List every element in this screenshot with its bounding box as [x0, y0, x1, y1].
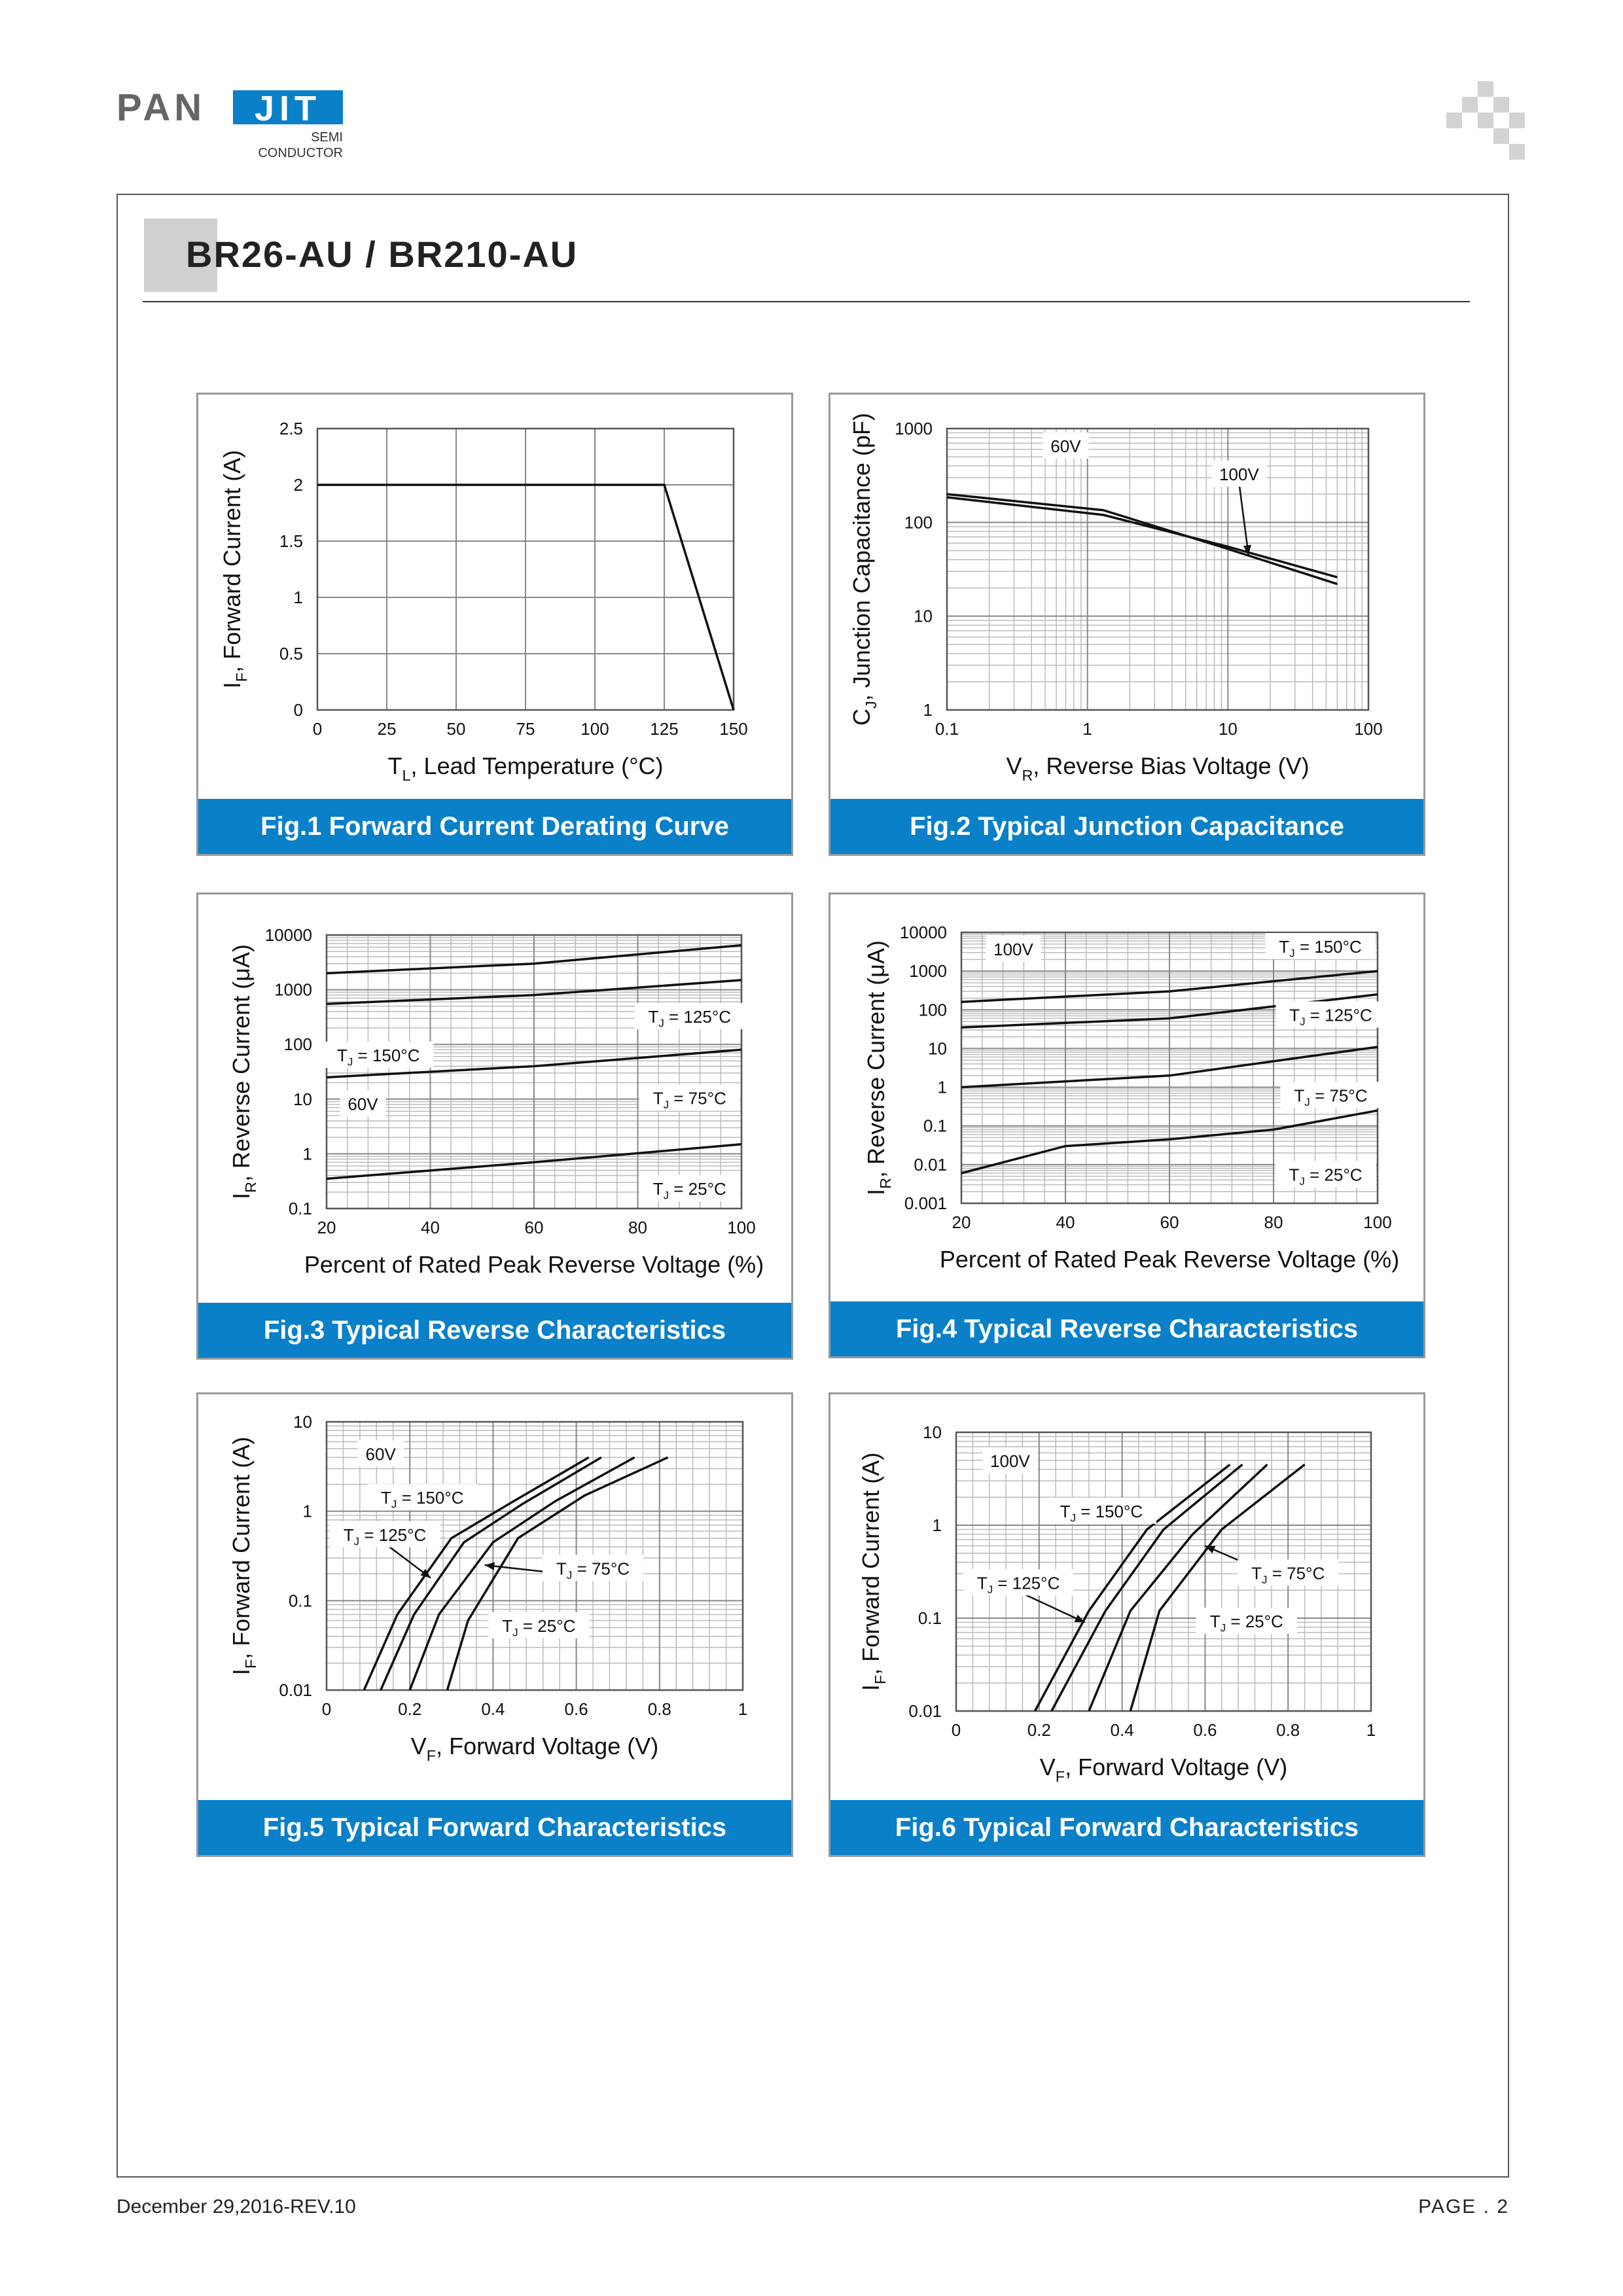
- fig3-series-label-rest: = 125°C: [664, 1006, 732, 1027]
- fig6-panel: [829, 1392, 1425, 1857]
- fig1-panel: [196, 393, 793, 856]
- footer-date: December 29,2016-REV.10: [116, 2196, 356, 2217]
- fig5-series-label-t: T: [556, 1559, 567, 1579]
- fig1-x-tick-label: 25: [377, 719, 397, 739]
- fig5-series-label: 60V: [365, 1444, 396, 1464]
- fig6-series-label-t: T: [1251, 1563, 1262, 1583]
- fig6-series-label-t: T: [1060, 1501, 1071, 1521]
- fig6-y-tick-label: 0.1: [918, 1608, 942, 1628]
- fig1-x-axis-label-rest: , Lead Temperature (°C): [410, 752, 664, 779]
- fig1-y-axis-label: [219, 450, 250, 688]
- fig1-x-axis-label: [388, 752, 664, 784]
- fig3-x-axis-label: [304, 1251, 764, 1278]
- fig5-x-tick-label: 1: [738, 1699, 748, 1719]
- fig1-y-axis-label-sub: F: [233, 672, 251, 682]
- fig6-x-tick-label: 0.2: [1027, 1720, 1051, 1740]
- fig2-x-axis-label-sub: R: [1022, 767, 1033, 785]
- fig4-caption: Fig.4 Typical Reverse Characteristics: [830, 1301, 1423, 1356]
- fig1-y-axis-label-rest: , Forward Current (A): [219, 450, 245, 673]
- fig3-x-tick-label: 80: [628, 1218, 647, 1237]
- fig4-series-label-sub: J: [1299, 1174, 1305, 1188]
- fig4-x-tick-label: 100: [1363, 1212, 1392, 1232]
- fig5-caption: Fig.5 Typical Forward Characteristics: [198, 1800, 791, 1855]
- fig6-series-label-rest: = 25°C: [1226, 1612, 1283, 1632]
- fig4-y-tick-label: 100: [918, 1000, 947, 1020]
- fig6-series-label-rest: = 150°C: [1075, 1501, 1143, 1521]
- fig3-y-axis-label-base: I: [228, 1192, 255, 1199]
- fig6-y-axis-label-base: I: [857, 1684, 884, 1691]
- fig4-series-label-sub: J: [1304, 1095, 1310, 1108]
- fig4-x-tick-label: 20: [952, 1212, 971, 1232]
- fig4-series-label-t: T: [1279, 936, 1290, 957]
- fig2-x-axis-label-base: V: [1006, 752, 1022, 779]
- fig5-y-tick-label: 10: [293, 1412, 312, 1432]
- footer-page: PAGE . 2: [1418, 2196, 1509, 2217]
- fig6-x-tick-label: 0.6: [1193, 1720, 1217, 1740]
- fig1-x-tick-label: 125: [650, 719, 679, 739]
- fig3-series-label-rest: = 25°C: [669, 1178, 726, 1199]
- fig1-y-tick-label: 0.5: [279, 644, 303, 663]
- fig2-series-0-line: [947, 494, 1337, 584]
- fig1-x-tick-label: 0: [312, 719, 323, 739]
- fig4-series-label-t: T: [1289, 1165, 1300, 1185]
- fig3-series-label-sub: J: [663, 1189, 669, 1202]
- fig4-series-label-sub: J: [1289, 947, 1295, 960]
- fig6-series-3-line: [1130, 1464, 1304, 1711]
- fig1-caption: Fig.1 Forward Current Derating Curve: [198, 799, 791, 854]
- fig4-y-axis-label: [863, 940, 894, 1195]
- fig3-x-tick-label: 20: [317, 1218, 336, 1237]
- fig5-series-label-sub: J: [353, 1535, 360, 1548]
- fig4-x-axis-label-base: Percent of Rated Peak Reverse Voltage (%): [939, 1246, 1400, 1273]
- fig2-x-tick-label: 10: [1218, 719, 1238, 739]
- checker-square: [1493, 97, 1509, 113]
- fig4-y-tick-label: 10000: [899, 923, 947, 942]
- fig4-y-axis-label-rest: , Reverse Current (μA): [863, 940, 889, 1178]
- fig6-y-axis-label: [857, 1453, 889, 1691]
- fig5-x-tick-label: 0: [321, 1699, 332, 1719]
- fig3-y-axis-label-sub: R: [242, 1181, 260, 1193]
- fig5-y-tick-label: 0.1: [288, 1591, 312, 1611]
- fig5-series-label-rest: = 125°C: [359, 1525, 427, 1545]
- logo-semi-text: SEMI: [311, 130, 343, 145]
- fig5-y-axis-label: [228, 1437, 259, 1675]
- fig5-x-axis-label-rest: , Forward Voltage (V): [436, 1733, 659, 1759]
- fig3-series-label-t: T: [652, 1088, 664, 1108]
- fig3-series-label-rest: = 150°C: [353, 1045, 420, 1065]
- fig1-x-tick-label: 100: [580, 719, 609, 739]
- fig6-x-tick-label: 0.8: [1276, 1720, 1300, 1740]
- fig1-y-tick-label: 0: [293, 700, 303, 720]
- fig6-x-axis-label-base: V: [1039, 1754, 1056, 1780]
- fig3-y-tick-label: 100: [283, 1034, 312, 1055]
- fig3-y-tick-label: 0.1: [288, 1199, 312, 1218]
- fig6-y-axis-label-rest: , Forward Current (A): [857, 1452, 884, 1675]
- fig6-x-axis-label-rest: , Forward Voltage (V): [1065, 1754, 1288, 1780]
- fig2-y-tick-label: 1000: [895, 419, 933, 438]
- checker-square: [1509, 113, 1525, 128]
- fig3-caption: Fig.3 Typical Reverse Characteristics: [198, 1303, 791, 1358]
- fig6-series-label-sub: J: [1220, 1621, 1226, 1634]
- fig2-panel: [829, 393, 1425, 856]
- fig6-series-label-sub: J: [1262, 1574, 1268, 1587]
- fig3-series-label-t: T: [652, 1178, 664, 1199]
- fig2-x-tick-label: 1: [1082, 719, 1092, 739]
- fig3-y-tick-label: 1000: [274, 980, 312, 1000]
- checker-square: [1462, 97, 1478, 113]
- fig6-series-label: 100V: [990, 1451, 1030, 1472]
- logo-jit-text: JIT: [254, 89, 322, 128]
- fig6-y-tick-label: 0.01: [908, 1701, 942, 1721]
- fig3-series-label-sub: J: [658, 1017, 664, 1030]
- fig2-y-axis-label-base: C: [848, 708, 875, 726]
- fig2-y-tick-label: 10: [914, 606, 933, 626]
- fig2-y-tick-label: 1: [923, 700, 933, 720]
- fig3-x-tick-label: 100: [727, 1218, 756, 1237]
- fig6-y-axis-label-sub: F: [872, 1674, 889, 1685]
- fig3-y-axis-label: [228, 944, 259, 1199]
- fig5-y-axis-label-base: I: [228, 1669, 255, 1676]
- fig5-series-label-t: T: [502, 1616, 513, 1636]
- checker-square: [1509, 144, 1525, 160]
- fig4-y-tick-label: 0.1: [923, 1116, 947, 1136]
- checker-square: [1478, 113, 1493, 128]
- checker-square: [1446, 113, 1462, 128]
- fig6-chart: [830, 1394, 1423, 1800]
- fig5-series-label-rest: = 75°C: [572, 1559, 630, 1579]
- fig1-y-axis-label-base: I: [219, 682, 245, 689]
- fig1-y-tick-label: 2.5: [279, 419, 303, 438]
- fig4-series-label: 100V: [993, 939, 1033, 959]
- fig6-series-label-t: T: [1209, 1612, 1221, 1632]
- fig3-x-axis-label-base: Percent of Rated Peak Reverse Voltage (%): [304, 1251, 764, 1278]
- fig4-x-tick-label: 40: [1056, 1212, 1075, 1232]
- fig2-y-axis-label-sub: J: [863, 701, 880, 709]
- fig2-x-tick-label: 0.1: [935, 719, 959, 739]
- fig6-x-tick-label: 1: [1366, 1720, 1376, 1740]
- fig1-chart: [198, 395, 791, 799]
- fig3-y-tick-label: 1: [302, 1144, 312, 1164]
- fig3-series-label-t: T: [648, 1006, 659, 1027]
- fig3-grid: [327, 935, 741, 1209]
- fig3-series-label: 60V: [348, 1094, 378, 1114]
- fig5-series-label-rest: = 25°C: [518, 1616, 576, 1636]
- fig6-caption: Fig.6 Typical Forward Characteristics: [830, 1800, 1423, 1855]
- fig1-y-tick-label: 1.5: [279, 531, 303, 551]
- fig1-x-tick-label: 150: [719, 719, 748, 739]
- logo-conductor-text: CONDUCTOR: [258, 146, 343, 160]
- fig3-y-tick-label: 10000: [264, 925, 312, 945]
- fig2-x-tick-label: 100: [1354, 719, 1383, 739]
- fig4-x-tick-label: 80: [1264, 1212, 1283, 1232]
- fig2-caption: Fig.2 Typical Junction Capacitance: [830, 799, 1423, 854]
- fig4-series-label-rest: = 25°C: [1304, 1165, 1363, 1185]
- fig6-x-tick-label: 0: [951, 1720, 961, 1740]
- fig2-x-axis-label: [1006, 752, 1309, 784]
- fig4-y-axis-label-base: I: [863, 1188, 889, 1195]
- fig5-x-tick-label: 0.8: [647, 1699, 671, 1719]
- fig5-x-tick-label: 0.6: [564, 1699, 588, 1719]
- fig6-series-label-sub: J: [1070, 1511, 1076, 1525]
- fig6-y-tick-label: 1: [932, 1515, 942, 1535]
- fig2-y-axis-label: [848, 413, 880, 726]
- fig4-x-tick-label: 60: [1160, 1212, 1179, 1232]
- checker-square: [1493, 128, 1509, 144]
- decorative-checker: [1446, 81, 1525, 160]
- fig3-y-tick-label: 10: [293, 1089, 312, 1109]
- fig3-series-label-sub: J: [347, 1055, 353, 1069]
- fig6-x-tick-label: 0.4: [1110, 1720, 1134, 1740]
- fig1-grid: [317, 429, 734, 710]
- fig1-x-tick-label: 50: [446, 719, 466, 739]
- fig3-chart: [198, 894, 791, 1303]
- checker-square: [1478, 81, 1493, 97]
- fig3-series-label-rest: = 75°C: [669, 1088, 726, 1108]
- fig6-x-axis-label: [1040, 1754, 1287, 1785]
- fig1-x-axis-label-base: T: [387, 752, 402, 779]
- fig5-x-tick-label: 0.2: [398, 1699, 422, 1719]
- fig5-series-label-rest: = 150°C: [397, 1488, 464, 1508]
- fig5-y-tick-label: 1: [302, 1501, 312, 1521]
- fig4-series-label-rest: = 125°C: [1305, 1005, 1372, 1025]
- fig5-y-axis-label-sub: F: [242, 1659, 260, 1669]
- fig6-x-axis-label-sub: F: [1055, 1768, 1065, 1786]
- fig3-x-tick-label: 60: [524, 1218, 544, 1237]
- fig3-panel: [196, 892, 793, 1360]
- fig4-series-label-t: T: [1294, 1086, 1305, 1106]
- fig4-y-axis-label-sub: R: [877, 1177, 895, 1189]
- fig6-series-label-sub: J: [987, 1583, 993, 1596]
- fig5-series-label-sub: J: [566, 1568, 573, 1581]
- fig2-series-label: 100V: [1219, 464, 1259, 484]
- fig5-arrowhead: [485, 1562, 495, 1570]
- fig5-chart: [198, 1394, 791, 1800]
- fig5-x-axis-label-sub: F: [426, 1747, 437, 1765]
- fig5-x-axis-label-base: V: [410, 1733, 427, 1759]
- fig5-y-tick-label: 0.01: [279, 1680, 312, 1700]
- fig4-series-label-sub: J: [1300, 1015, 1306, 1028]
- fig6-series-label-t: T: [976, 1573, 988, 1593]
- fig4-series-label-rest: = 75°C: [1310, 1086, 1368, 1106]
- fig4-y-tick-label: 0.001: [904, 1193, 947, 1213]
- fig5-x-tick-label: 0.4: [481, 1699, 505, 1719]
- fig4-y-tick-label: 1000: [909, 961, 947, 981]
- fig4-x-axis-label: [940, 1246, 1399, 1273]
- fig5-series-label-t: T: [343, 1525, 354, 1545]
- fig1-y-tick-label: 1: [293, 588, 303, 607]
- fig1-x-tick-label: 75: [516, 719, 535, 739]
- fig4-y-tick-label: 1: [937, 1077, 947, 1097]
- fig4-y-tick-label: 10: [928, 1038, 947, 1059]
- fig6-series-label-rest: = 125°C: [993, 1573, 1060, 1593]
- fig4-chart: [830, 894, 1423, 1301]
- fig5-series-label-sub: J: [391, 1498, 397, 1511]
- fig1-x-axis-label-sub: L: [402, 767, 411, 785]
- fig5-y-axis-label-rest: , Forward Current (A): [228, 1436, 255, 1659]
- fig2-y-tick-label: 100: [904, 512, 933, 533]
- fig5-panel: [196, 1392, 793, 1857]
- page-title: BR26-AU / BR210-AU: [186, 234, 579, 275]
- fig3-series-label-t: T: [336, 1045, 348, 1065]
- fig5-series-label-sub: J: [512, 1626, 518, 1639]
- fig2-chart: [830, 395, 1423, 799]
- fig5-series-label-t: T: [381, 1488, 391, 1508]
- fig6-series-label-rest: = 75°C: [1267, 1563, 1325, 1583]
- title-rule: [143, 301, 1470, 302]
- panjit-logo: [116, 81, 352, 173]
- fig6-y-tick-label: 10: [923, 1422, 942, 1442]
- fig2-x-axis-label-rest: , Reverse Bias Voltage (V): [1033, 752, 1310, 779]
- fig3-y-axis-label-rest: , Reverse Current (μA): [228, 944, 255, 1182]
- fig4-panel: [829, 892, 1425, 1358]
- fig5-x-axis-label: [411, 1733, 658, 1764]
- fig2-y-axis-label-rest: , Junction Capacitance (pF): [848, 413, 875, 701]
- fig4-series-label-rest: = 150°C: [1294, 936, 1362, 957]
- fig4-y-tick-label: 0.01: [914, 1154, 947, 1174]
- fig3-series-label-sub: J: [663, 1099, 669, 1112]
- fig4-series-label-t: T: [1289, 1005, 1300, 1025]
- fig1-y-tick-label: 2: [293, 475, 303, 495]
- fig3-x-tick-label: 40: [421, 1218, 440, 1237]
- fig2-series-label: 60V: [1050, 436, 1081, 456]
- logo-pan-text: PAN: [116, 86, 206, 129]
